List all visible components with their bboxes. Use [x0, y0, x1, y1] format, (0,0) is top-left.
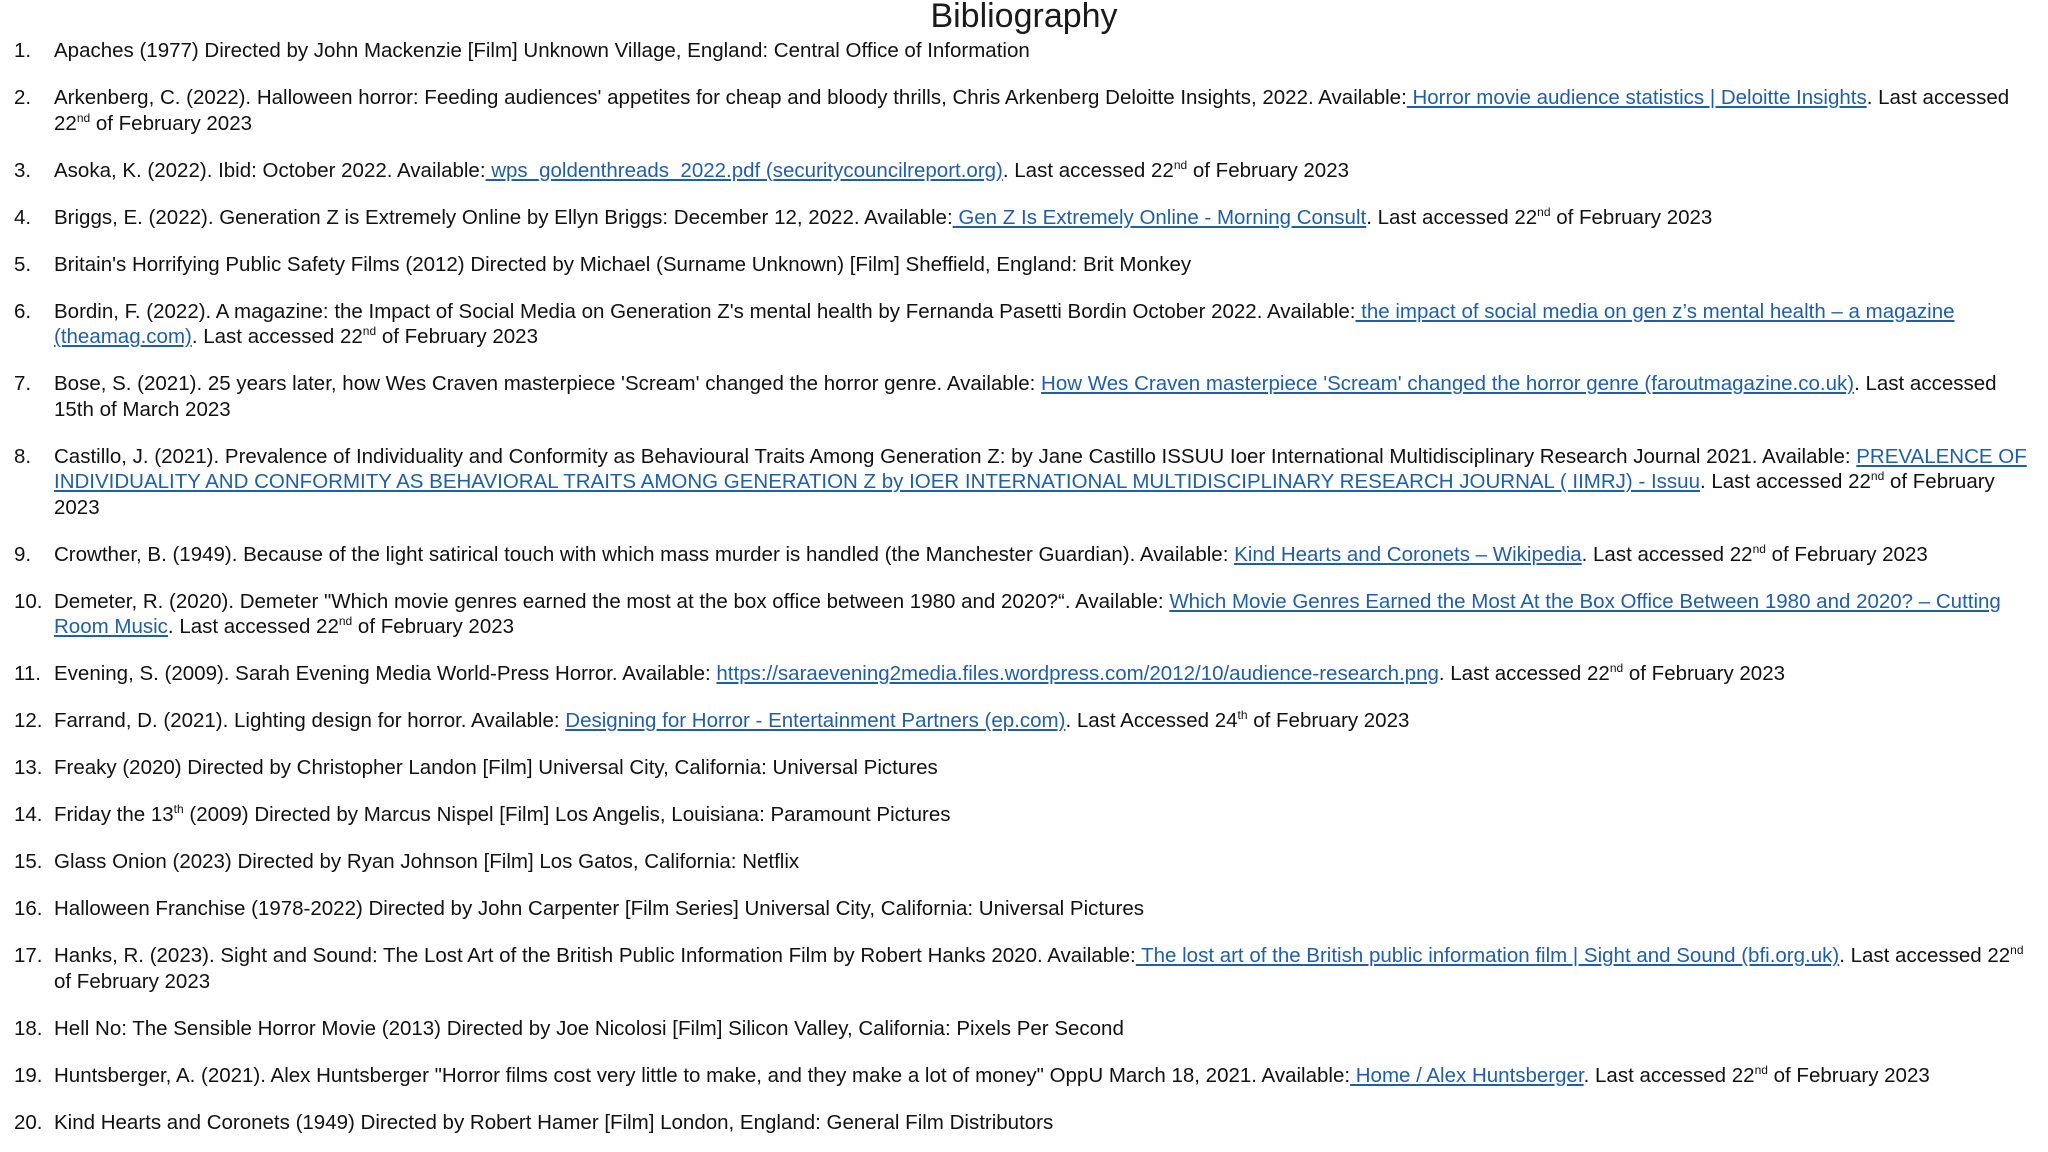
bibliography-entry — [14, 1063, 2039, 1089]
entry-access-text: . Last accessed 22 — [1438, 662, 1610, 685]
entry-text-tail: of February 2023 — [54, 969, 211, 993]
entry-text: Britain's Horrifying Public Safety Films (2012) Directed by Michael (Surname Unknown) [Film] Sheffield, England: Brit Monkey — [54, 252, 1192, 276]
entry-text: Evening, S. (2009). Sarah Evening Media World-Press Horror. Available: — [54, 662, 717, 685]
entry-text-tail: of February 2023 — [1550, 205, 1713, 229]
entry-text: Glass Onion (2023) Directed by Ryan Johnson [Film] Los Gatos, California: Netflix — [54, 850, 800, 873]
entry-text-tail: of February 2023 — [1247, 709, 1410, 732]
entry-text: Asoka, K. (2022). Ibid: October 2022. Available: — [54, 158, 486, 182]
bibliography-entry — [14, 708, 2039, 734]
entry-link[interactable]: How Wes Craven masterpiece 'Scream' changed the horror genre (faroutmagazine.co.uk) — [1041, 372, 1855, 395]
bibliography-entry — [14, 896, 2039, 922]
entry-text: Friday the 13 — [54, 803, 174, 826]
entry-number: 6. — [14, 299, 32, 323]
entry-number: 5. — [14, 252, 32, 276]
entry-text: Freaky (2020) Directed by Christopher Landon [Film] Universal City, California: Universal Pictures — [54, 756, 938, 779]
entry-text-tail: of February 2023 — [352, 615, 515, 638]
entry-link[interactable]: Designing for Horror - Entertainment Partners (ep.com) — [565, 709, 1066, 732]
bibliography-entry — [14, 85, 2039, 136]
entry-link[interactable]: Which Movie Genres Earned the Most At the Box Office Between 1980 and 2020? – Cutting Room Music — [54, 589, 2001, 638]
entry-text: Hell No: The Sensible Horror Movie (2013) Directed by Joe Nicolosi [Film] Silicon Valley, California: Pixels Per Second — [54, 1016, 1124, 1040]
entry-access-text: . Last accessed 22 — [1366, 205, 1538, 229]
entry-link[interactable]: PREVALENCE OF INDIVIDUALITY AND CONFORMITY AS BEHAVIORAL TRAITS AMONG GENERATION Z by IOER INTERNATIONAL MULTIDISCIPLINARY RESEARCH JOURNAL ( IIMRJ) - Issuu — [54, 444, 2027, 493]
ordinal-suffix: th — [173, 802, 184, 817]
ordinal-suffix: nd — [2010, 943, 2024, 958]
entry-text: Crowther, B. (1949). Because of the light satirical touch with which mass murder is handled (the Manchester Guardian). Available: — [54, 542, 1235, 566]
entry-text: Halloween Franchise (1978-2022) Directed by John Carpenter [Film Series] Universal City, California: Universal Pictures — [54, 897, 1144, 920]
entry-number: 3. — [14, 158, 32, 182]
entry-access-text: . Last accessed 22 — [1002, 158, 1174, 182]
entry-text: Bordin, F. (2022). A magazine: the Impact of Social Media on Generation Z's mental health by Fernanda Pasetti Bordin October 2022. Available: — [54, 299, 1356, 323]
entry-number: 19. — [14, 1063, 43, 1087]
entry-link[interactable]: Gen Z Is Extremely Online - Morning Consult — [952, 205, 1367, 229]
entry-access-text: . Last accessed 22 — [54, 86, 2010, 135]
entry-access-text: . Last accessed 22 — [1699, 470, 1871, 493]
entry-text-tail: of February 2023 — [1187, 158, 1350, 182]
entry-number: 2. — [14, 86, 32, 109]
entry-link[interactable]: the impact of social media on gen z’s mental health – a magazine (theamag.com) — [54, 299, 1955, 348]
entry-number: 16. — [14, 897, 43, 920]
entry-number: 4. — [14, 205, 32, 229]
bibliography-entry — [14, 1110, 2039, 1136]
bibliography-entry — [14, 849, 2039, 875]
ordinal-suffix: nd — [1537, 204, 1551, 219]
entry-number: 9. — [14, 542, 32, 566]
entry-access-text: . Last accessed 22 — [1583, 1063, 1755, 1087]
entry-text-tail: of February 2023 — [90, 111, 252, 135]
bibliography-entry — [14, 371, 2039, 422]
entry-link[interactable]: Horror movie audience statistics | Deloitte Insights — [1406, 86, 1867, 109]
bibliography-entry — [14, 158, 2039, 184]
entry-text: Demeter, R. (2020). Demeter "Which movie genres earned the most at the box office between 1980 and 2020?“. Available: — [54, 589, 1170, 613]
entry-text-tail: (2009) Directed by Marcus Nispel [Film] Los Angelis, Louisiana: Paramount Pictures — [183, 803, 951, 826]
bibliography-entry — [14, 755, 2039, 781]
ordinal-suffix: nd — [1173, 157, 1188, 172]
entry-text-tail: of February 2023 — [376, 325, 538, 348]
bibliography-list — [14, 38, 2039, 1135]
entry-number: 12. — [14, 709, 43, 732]
entry-text-tail: of February 2023 — [1623, 662, 1786, 685]
bibliography-entry — [14, 661, 2039, 687]
ordinal-suffix: nd — [1870, 469, 1885, 484]
entry-number: 15. — [14, 850, 43, 873]
bibliography-entry — [14, 252, 2039, 278]
bibliography-entry — [14, 38, 2039, 64]
ordinal-suffix: nd — [1754, 1062, 1768, 1077]
ordinal-suffix: th — [1237, 708, 1248, 723]
entry-text-tail: of February 2023 — [1767, 1063, 1930, 1087]
ordinal-suffix: nd — [1752, 541, 1766, 556]
bibliography-entry — [14, 444, 2039, 521]
entry-link[interactable]: https://saraevening2media.files.wordpress.com/2012/10/audience-research.png — [716, 662, 1439, 685]
entry-access-text: . Last accessed 22 — [1581, 542, 1753, 566]
entry-number: 1. — [14, 39, 32, 62]
entry-access-text: . Last accessed 22 — [167, 615, 339, 638]
entry-number: 13. — [14, 756, 43, 779]
page-title: Bibliography — [930, 0, 1118, 35]
entry-number: 11. — [14, 662, 41, 685]
ordinal-suffix: nd — [362, 324, 377, 339]
entry-text: Bose, S. (2021). 25 years later, how Wes Craven masterpiece 'Scream' changed the horror genre. Available: — [54, 372, 1042, 395]
bibliography-entry — [14, 299, 2039, 350]
bibliography-entry — [14, 802, 2039, 828]
entry-link[interactable]: Home / Alex Huntsberger — [1350, 1063, 1584, 1087]
entry-access-text: . Last accessed 22 — [191, 325, 363, 348]
entry-text: Farrand, D. (2021). Lighting design for horror. Available: — [54, 709, 566, 732]
entry-text: Arkenberg, C. (2022). Halloween horror: Feeding audiences' appetites for cheap and bloody thrills, Chris Arkenberg Deloitte Insights, 2022. Available: — [54, 86, 1407, 109]
entry-number: 14. — [14, 803, 43, 826]
entry-text: Hanks, R. (2023). Sight and Sound: The Lost Art of the British Public Information Film by Robert Hanks 2020. Available: — [54, 944, 1136, 967]
entry-text-tail: of February 2023 — [54, 470, 1995, 519]
bibliography-entry — [14, 1016, 2039, 1042]
entry-text: Castillo, J. (2021). Prevalence of Individuality and Conformity as Behavioural Traits Among Generation Z: by Jane Castillo ISSUU Ioer International Multidisciplinary Research Journal 2021. Available: — [54, 444, 1857, 468]
entry-access-text: . Last accessed 22 — [1839, 944, 2011, 967]
entry-text-tail: of February 2023 — [1765, 542, 1928, 566]
entry-text: Briggs, E. (2022). Generation Z is Extremely Online by Ellyn Briggs: December 12, 2022. Available: — [54, 205, 953, 229]
entry-link[interactable]: The lost art of the British public information film | Sight and Sound (bfi.org.uk) — [1135, 944, 1840, 967]
entry-number: 8. — [14, 444, 32, 468]
entry-number: 10. — [14, 589, 43, 613]
bibliography-entry — [14, 589, 2039, 640]
entry-number: 17. — [14, 944, 43, 967]
bibliography-entry — [14, 943, 2039, 994]
entry-access-text: . Last Accessed 24 — [1065, 709, 1238, 732]
bibliography-entry — [14, 542, 2039, 568]
entry-access-text: . Last accessed 15th of March 2023 — [54, 372, 1997, 421]
entry-text: Apaches (1977) Directed by John Mackenzie [Film] Unknown Village, England: Central Office of Information — [54, 39, 1030, 62]
ordinal-suffix: nd — [1609, 661, 1624, 676]
ordinal-suffix: nd — [76, 110, 91, 125]
entry-number: 18. — [14, 1016, 43, 1040]
entry-number: 7. — [14, 372, 32, 395]
entry-text: Huntsberger, A. (2021). Alex Huntsberger "Horror films cost very little to make, and they make a lot of money" OppU March 18, 2021. Available: — [54, 1063, 1351, 1087]
ordinal-suffix: nd — [338, 614, 353, 629]
bibliography-entry — [14, 205, 2039, 231]
entry-link[interactable]: wps_goldenthreads_2022.pdf (securitycouncilreport.org) — [485, 158, 1003, 182]
entry-number: 20. — [14, 1110, 43, 1134]
entry-link[interactable]: Kind Hearts and Coronets – Wikipedia — [1234, 542, 1582, 566]
entry-text: Kind Hearts and Coronets (1949) Directed by Robert Hamer [Film] London, England: General Film Distributors — [54, 1110, 1054, 1134]
